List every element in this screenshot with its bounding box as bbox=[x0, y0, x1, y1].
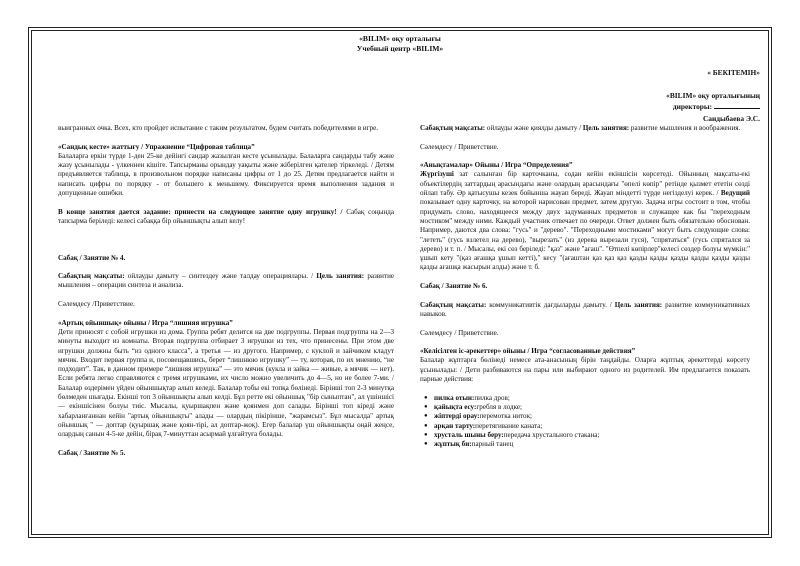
header-line-2: Учебный центр «BILIM» bbox=[356, 44, 444, 53]
lesson-4-heading bbox=[58, 254, 394, 263]
goal-ru-text: развитие мышления – операции синтеза и анализа. bbox=[58, 272, 395, 290]
list-item bbox=[434, 412, 750, 421]
goal-ru-text: развитие мышления и воображения. bbox=[629, 124, 741, 132]
game4-title-text: «Келісілген іс-әрекеттер» ойыны / Игра “согласованные действия” bbox=[420, 347, 636, 356]
game3-body-kz: зат салынған бір карточканы, содан кейін екіншісін көрсетеді. Ойынның мақсаты-екі объектілердің заттардың арасындағы және олардың арасындағы "өпелі көпір" ретінде қызмет ететін сөзді ойлап табу. Әр қатысушы кезек бойынша жауап береді. Жауап міндетті түрде негізделуі керек. / bbox=[420, 170, 750, 198]
approval-director-name: Сандыбаева Э.С. bbox=[702, 113, 760, 123]
action-kz: арқан тарту: bbox=[434, 421, 476, 430]
game2-body: Дети приносят с собой игрушки из дома. Группа ребят делится на две подгруппы. Первая подгруппа на 2—3 минуты выходит из комнаты. Вторая подгруппа отбирает 3 игрушки из тех, что принесены. При этом две игрушки должны быть “из одного класса”, а третья — из другого. Например, с куклой и зайчиком кладут мячик. Входит первая группа и, посовещавшись, берет “лишнюю игрушку” — ту, которая, по их мнению, “не подходит”. Так, в данном примере “лишняя игрушка” — это мячик (кукла и зайка — живые, а мячик — нет). Если ребята легко справляются с тремя игрушками, их число можно увеличить до 4—5, но не более 7-ми. / Балалар өздерімен үйден ойыншықтар алып келеді. Балалар тобы екі топқа бөлінеді. Бірінші топ 2-3 минутқа бөлмеден шығады. Екінші топ 3 ойыншықты алып келді. Бұл ретте екі ойыншық "бір сыныптан", ал үшіншісі — екіншісінен болуы тиіс. Мысалы, қуыршақпен және қоянмен доп салады. Бірінші топ кіреді және хабарланғаннан кейін "артық ойыншықты" алады — олардың пікірінше, "жарамсыз". Бұл мысалда" артық ойыншық " — доптар (қуыршақ және қоян-тірі, ал доптар-жоқ). Егер балалар үш ойыншықты оңай жеңсе, олардың санын 4-5-ке дейін, бірақ 7-минуттан асырмай ұлғайтуға болады. bbox=[58, 327, 394, 439]
game3-body-ru: показывает одну карточку, на которой нарисован предмет, затем другую. Задача игры состоит в том, чтобы придумать слово, находящееся между двух задуманных предметов и служащее как бы "переходным мостиком" между ними. Каждый участник отвечает по очереди. Ответ должен быть обязательно обоснован. Например, даются два слова: "гусь" и "дерево". "Переходными мостиками" могут быть следующие слова: "лететь" (гусь взлетел на дерево), "вырезать" (из дерева вырезали гуся), "спрятаться" (гусь спрятался за дерево) и т. п. / Мысалы, екі сөз беріледі: "қаз" және "ағаш". "Өтпелі көпірлер"келесі сөздер болуы мүмкін:" ұшып кету "(қаз ағашқа ұшып кетті)," кесу "(ағаштан қаз қаз қаз қазды қазды қазды қазды қазды қазды қазды ағашқа жасырын алды) және т. б. bbox=[420, 198, 750, 272]
goal-text: коммуникативтік дағдыларды дамыту. / bbox=[486, 300, 615, 309]
lesson-6-goal bbox=[420, 301, 750, 320]
lesson-5-heading bbox=[58, 449, 394, 458]
lesson-6-text: Сабақ / Занятие № 6. bbox=[420, 282, 488, 291]
right-column bbox=[420, 124, 750, 449]
approval-title: « БЕКІТЕМІН» bbox=[707, 68, 760, 77]
goal-ru-label: Цель занятия: bbox=[614, 300, 663, 309]
goal-ru-label: Цель занятия: bbox=[316, 272, 365, 281]
goal-ru-text: развитие коммуникативных навыков. bbox=[420, 300, 750, 318]
list-item bbox=[434, 394, 750, 403]
game4-title bbox=[420, 347, 750, 356]
game3-body bbox=[420, 170, 750, 272]
lesson-end-task-text: Сабақ соңында тапсырма беріледі: келесі сабаққа бір ойыншықты алып келу! bbox=[58, 207, 394, 225]
lesson-4-goal bbox=[58, 272, 394, 291]
goal-label: Сабақтың мақсаты: bbox=[420, 124, 486, 132]
greeting: Сәлемдесу / Приветствие. bbox=[420, 142, 499, 151]
list-item bbox=[434, 440, 750, 449]
lesson-end-task bbox=[58, 208, 394, 227]
action-kz: хрусталь шыны беру: bbox=[434, 430, 504, 439]
action-list bbox=[420, 394, 750, 450]
action-ru: гребля в лодке; bbox=[476, 402, 522, 411]
goal-text: ойлауды және қиялды дамыту / bbox=[485, 124, 583, 132]
game4-body: Балалар жұптарға бөлінеді немесе ата-анасының бірін таңдайды. Оларға жұптық әрекеттерді көрсету ұсынылады: / Дети разбиваются на пары или выбирают одного из родителей. Им предлагается показать парные действия: bbox=[420, 356, 750, 384]
goal-text: ойлауды дамыту – синтездеу және талдау операциялары. / bbox=[124, 272, 317, 281]
lesson-6-heading bbox=[420, 282, 750, 291]
list-item bbox=[434, 422, 750, 431]
goal-label: Сабақтың мақсаты: bbox=[420, 300, 487, 309]
list-item bbox=[434, 431, 750, 440]
goal-label: Сабақтың мақсаты: bbox=[58, 272, 125, 281]
game3-leader-ru: Ведущий bbox=[720, 189, 750, 198]
game1-title-text: «Сандық кесте» жаттығу / Упражнение “Цифровая таблица” bbox=[58, 142, 255, 151]
game3-title-text: «Анықтамалар» Ойыны / Игра “Определения” bbox=[420, 161, 573, 170]
document-header bbox=[0, 34, 800, 54]
game3-leader-kz: Жүргізуші bbox=[420, 170, 454, 179]
greeting: Сәлемдесу /Приветствие. bbox=[58, 300, 135, 309]
action-kz: пилка отын: bbox=[434, 393, 475, 402]
lesson-end-task-bold: В конце занятия дается задание: принести на следующее занятие одну игрушку! / bbox=[58, 207, 343, 216]
game2-title bbox=[58, 319, 394, 328]
signature-line bbox=[714, 102, 760, 109]
action-kz: жұптық би: bbox=[434, 440, 472, 449]
approval-director-label: директоры: bbox=[672, 102, 713, 111]
action-ru: парный танец bbox=[471, 440, 514, 449]
goal-ru-label: Цель занятия: bbox=[582, 124, 630, 132]
list-item bbox=[434, 403, 750, 412]
lesson-5-goal bbox=[420, 124, 750, 133]
header-line-1: «BILIM» оқу орталығы bbox=[359, 34, 441, 43]
action-kz: жіптерді орау: bbox=[434, 412, 480, 421]
approval-director-line bbox=[540, 101, 760, 113]
greeting: Сәлемдесу / Приветствие. bbox=[420, 328, 499, 337]
approval-block bbox=[540, 67, 760, 124]
action-ru: пилка дров; bbox=[474, 393, 510, 402]
game2-title-text: «Артық ойыншық» ойыны / Игра “лишняя игрушка” bbox=[58, 318, 233, 327]
lesson-4-text: Сабақ / Занятие № 4. bbox=[58, 253, 126, 262]
action-ru: передача хрустального стакана; bbox=[503, 430, 600, 439]
game1-body: Балаларға еркін түрде 1-ден 25-ке дейінгі сандар жазылған кесте ұсынылады. Балаларға сандарды табу және жазу ұсынылады - үлкеннен кішіге. Тапсырманы орындау уақыты және жіберілген қателер тіркеледі. / Детям предъявляется таблица, в произвольном порядке написаны цифры от 1 до 25. Детям предлагается найти и написать цифры по порядку - от большего к меньшему. Фиксируется время выполнения задания и допущенные ошибки. bbox=[58, 151, 394, 198]
game1-title bbox=[58, 143, 394, 152]
action-ru: перетягивание каната; bbox=[475, 421, 543, 430]
action-kz: қайықта есу: bbox=[434, 402, 477, 411]
left-paragraph-1: выигранных очка. Всех, кто пройдет испытание с таким результатом, будем считать победителями в игре. bbox=[58, 124, 378, 132]
action-ru: перемотка ниток; bbox=[479, 412, 533, 421]
lesson-5-text: Сабақ / Занятие № 5. bbox=[58, 448, 126, 457]
left-column bbox=[58, 124, 394, 458]
approval-org: «BILIM» оқу орталығының bbox=[666, 90, 760, 100]
game3-title bbox=[420, 161, 750, 170]
